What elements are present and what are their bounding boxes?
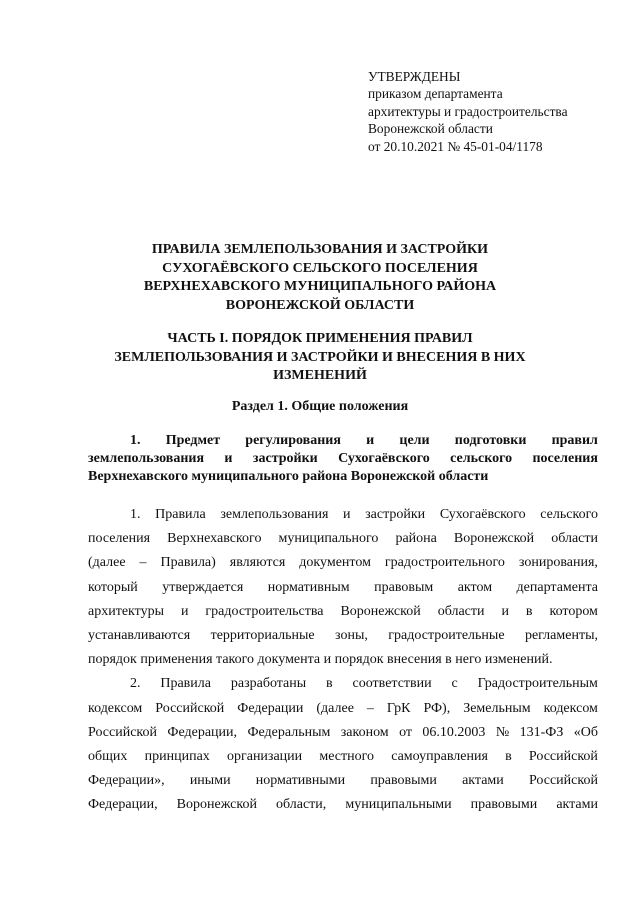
- word: разработаны: [230, 676, 307, 692]
- word: соответствии: [352, 676, 432, 692]
- word: Градостроительным: [477, 676, 598, 692]
- word: Воронежской: [176, 797, 257, 813]
- word: (далее: [316, 700, 354, 716]
- word: градостроительного: [384, 555, 505, 571]
- word: и: [501, 603, 509, 619]
- word: градостроительства: [205, 603, 324, 619]
- word: котором: [549, 603, 598, 619]
- word: «Об: [573, 724, 598, 740]
- article-title: [88, 432, 598, 486]
- word: –: [139, 555, 147, 571]
- paragraph-line: [88, 793, 598, 817]
- word: градостроительные: [388, 627, 505, 643]
- paragraph-line: [88, 527, 598, 551]
- word: архитектуры: [88, 603, 164, 619]
- approval-line: Воронежской области: [368, 121, 493, 137]
- word: сельского: [450, 451, 513, 466]
- word: 1.: [130, 433, 141, 448]
- section-title: Раздел 1. Общие положения: [231, 399, 409, 414]
- word: Федерации: [237, 700, 304, 716]
- word: Предмет: [165, 433, 221, 448]
- approval-line: архитектуры и градостроительства: [368, 103, 568, 119]
- word: в: [326, 676, 333, 692]
- word: цели: [399, 433, 430, 448]
- word: №: [495, 724, 510, 740]
- title-line: ВЕРХНЕХАВСКОГО МУНИЦИПАЛЬНОГО РАЙОНА: [143, 279, 497, 294]
- word: в: [505, 748, 512, 764]
- word: застройки: [365, 507, 426, 522]
- word: Правила: [155, 507, 206, 522]
- word: являются: [229, 555, 286, 571]
- word: документом: [299, 555, 371, 571]
- word: Земельным: [463, 700, 531, 716]
- word: Федерации»,: [88, 773, 165, 789]
- word: который: [88, 579, 138, 595]
- word: поселения: [532, 451, 598, 466]
- word: ГрК: [386, 700, 411, 716]
- word: правовым: [374, 579, 434, 595]
- word: нормативным: [267, 579, 350, 595]
- word: Российской: [88, 724, 157, 740]
- document-title: [90, 241, 550, 315]
- word: местного: [319, 748, 374, 764]
- word: регулирования: [245, 433, 341, 448]
- paragraph-line: [88, 745, 598, 769]
- word: поселения: [88, 531, 151, 547]
- word: района: [395, 531, 437, 547]
- word: муниципального: [278, 531, 379, 547]
- word: организации: [226, 748, 303, 764]
- word: общих: [88, 748, 128, 764]
- paragraph-number: 1.: [130, 507, 141, 522]
- paragraph-line: порядок применения такого документа и порядок внесения в него изменений.: [88, 652, 553, 668]
- word: Сухогаёвского: [439, 507, 526, 522]
- word: Правила: [160, 676, 211, 692]
- word: зоны,: [335, 627, 368, 643]
- word: принципах: [144, 748, 210, 764]
- paragraph-line: [88, 624, 598, 648]
- word: кодексом: [543, 700, 598, 716]
- word: Федерации,: [88, 797, 158, 813]
- paragraph-number: 2.: [130, 676, 141, 692]
- word: РФ),: [423, 700, 451, 716]
- word: утверждается: [162, 579, 244, 595]
- word: (далее: [88, 555, 126, 571]
- article-title-line: [88, 432, 598, 450]
- word: подготовки: [454, 433, 527, 448]
- word: Верхнехавского: [167, 531, 262, 547]
- word: с: [451, 676, 458, 692]
- approval-line: от 20.10.2021 № 45-01-04/1178: [368, 138, 543, 154]
- paragraph-line: [88, 721, 598, 745]
- word: департамента: [516, 579, 598, 595]
- word: от: [399, 724, 413, 740]
- part-title-line: ИЗМЕНЕНИЙ: [273, 368, 367, 383]
- word: области: [551, 531, 598, 547]
- word: землепользования: [220, 507, 329, 522]
- word: и: [366, 433, 375, 448]
- word: Правила): [160, 555, 216, 571]
- word: правовыми: [470, 797, 538, 813]
- word: сельского: [540, 507, 598, 522]
- paragraph-line: [88, 697, 598, 721]
- article-title-line: Верхнехавского муниципального района Воронежской области: [88, 469, 489, 484]
- word: правовыми: [370, 773, 437, 789]
- word: и: [224, 451, 233, 466]
- word: 06.10.2003: [422, 724, 486, 740]
- word: –: [366, 700, 374, 716]
- word: Федерации,: [167, 724, 238, 740]
- word: иными: [189, 773, 231, 789]
- word: области: [437, 603, 485, 619]
- word: муниципальными: [345, 797, 452, 813]
- word: кодексом: [88, 700, 143, 716]
- word: актом: [457, 579, 493, 595]
- paragraph-line: [88, 551, 598, 575]
- word: регламенты,: [524, 627, 598, 643]
- paragraph-line: [88, 769, 598, 793]
- title-line: ПРАВИЛА ЗЕМЛЕПОЛЬЗОВАНИЯ И ЗАСТРОЙКИ: [151, 242, 489, 257]
- word: Федеральным: [247, 724, 331, 740]
- part-title: [90, 330, 550, 386]
- word: области,: [275, 797, 327, 813]
- word: застройки: [252, 451, 318, 466]
- word: в: [525, 603, 533, 619]
- paragraph-line: [88, 600, 598, 624]
- paragraph-line: [88, 576, 598, 600]
- word: Воронежской: [340, 603, 421, 619]
- word: устанавливаются: [88, 627, 191, 643]
- article-title-line: [88, 450, 598, 468]
- paragraph-line: [88, 672, 598, 696]
- word: Российской: [155, 700, 225, 716]
- word: и: [180, 603, 189, 619]
- approval-line: УТВЕРЖДЕНЫ: [368, 69, 461, 84]
- approval-line: приказом департамента: [368, 86, 503, 102]
- body-text: [88, 503, 598, 817]
- title-line: СУХОГАЁВСКОГО СЕЛЬСКОГО ПОСЕЛЕНИЯ: [162, 260, 478, 276]
- word: Воронежской: [453, 531, 535, 547]
- word: Российской: [528, 773, 598, 789]
- word: актами: [556, 797, 598, 813]
- approval-stamp: [368, 68, 628, 155]
- word: территориальные: [210, 627, 315, 643]
- title-line: ВОРОНЕЖСКОЙ ОБЛАСТИ: [225, 297, 415, 313]
- word: 131-ФЗ: [519, 724, 564, 740]
- part-title-line: ЗЕМЛЕПОЛЬЗОВАНИЯ И ЗАСТРОЙКИ И ВНЕСЕНИЯ В НИХ: [114, 349, 526, 365]
- word: актами: [462, 773, 504, 789]
- word: и: [343, 507, 351, 522]
- part-title-line: ЧАСТЬ I. ПОРЯДОК ПРИМЕНЕНИЯ ПРАВИЛ: [167, 331, 473, 346]
- word: землепользования: [88, 451, 205, 466]
- paragraph-line: [88, 503, 598, 527]
- word: правил: [551, 433, 598, 448]
- word: законом: [340, 724, 389, 740]
- word: зонирования,: [518, 555, 598, 571]
- word: Российской: [528, 748, 598, 764]
- word: Сухогаёвского: [338, 451, 430, 466]
- word: нормативными: [255, 773, 346, 789]
- word: самоуправления: [391, 748, 488, 764]
